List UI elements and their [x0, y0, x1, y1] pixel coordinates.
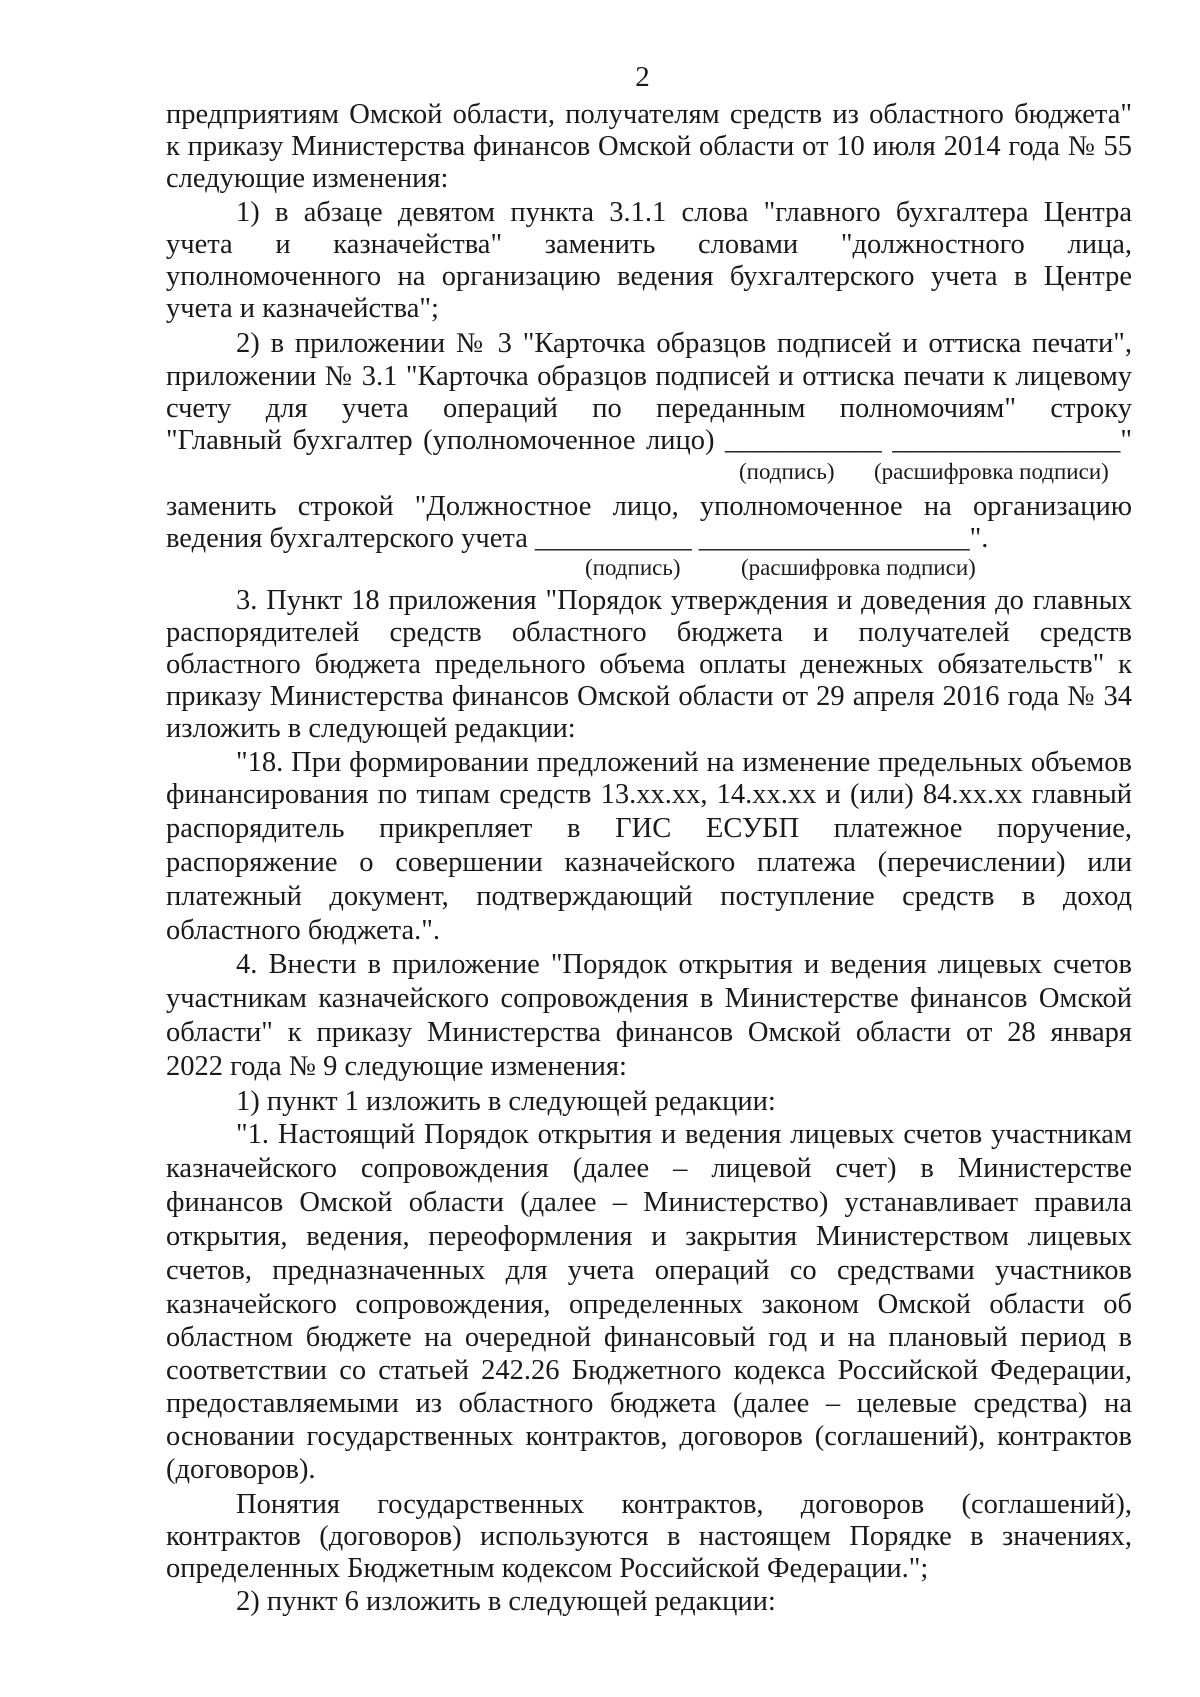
text-line: 1) в абзаце девятом пункта 3.1.1 слова "главного бухгалтера Центра: [236, 197, 1132, 228]
text-line: изложить в следующей редакции:: [166, 713, 576, 744]
text-line: казначейского сопровождения (далее – лицевой счет) в Министерстве: [166, 1153, 1132, 1184]
text-line: к приказу Министерства финансов Омской области от 10 июля 2014 года № 55: [166, 131, 1132, 162]
text-line: участникам казначейского сопровождения в Министерстве финансов Омской: [166, 983, 1132, 1014]
text-line: уполномоченного на организацию ведения бухгалтерского учета в Центре: [166, 261, 1132, 292]
text-line: ведения бухгалтерского учета ___________ ___________________".: [166, 523, 989, 554]
signature-decoding-caption: (расшифровка подписи): [874, 459, 1109, 484]
text-line: учета и казначейства" заменить словами "должностного лица,: [166, 229, 1132, 260]
text-line: предприятиям Омской области, получателям средств из областного бюджета": [166, 99, 1132, 130]
text-line: "1. Настоящий Порядок открытия и ведения лицевых счетов участникам: [236, 1119, 1132, 1150]
text-line: 2) в приложении № 3 "Карточка образцов подписей и оттиска печати",: [236, 328, 1132, 359]
text-line: областном бюджете на очередной финансовый год и на плановый период в: [166, 1322, 1132, 1353]
text-line: распорядителей средств областного бюджета и получателей средств: [166, 617, 1132, 648]
text-line: основании государственных контрактов, договоров (соглашений), контрактов: [166, 1421, 1132, 1452]
text-line: "Главный бухгалтер (уполномоченное лицо) ___________ ________________": [166, 425, 1132, 456]
text-line: казначейского сопровождения, определенных законом Омской области об: [166, 1289, 1132, 1320]
text-line: приказу Министерства финансов Омской области от 29 апреля 2016 года № 34: [166, 681, 1132, 712]
page-number: 2: [635, 61, 650, 93]
text-line: 3. Пункт 18 приложения "Порядок утверждения и доведения до главных: [236, 585, 1132, 616]
text-line: предоставляемыми из областного бюджета (далее – целевые средства) на: [166, 1388, 1132, 1419]
text-line: приложении № 3.1 "Карточка образцов подписей и оттиска печати к лицевому: [166, 361, 1132, 392]
text-line: 4. Внести в приложение "Порядок открытия и ведения лицевых счетов: [236, 949, 1132, 980]
text-line: учета и казначейства";: [166, 293, 439, 324]
text-line: определенных Бюджетным кодексом Российской Федерации.";: [166, 1553, 929, 1584]
text-line: областного бюджета предельного объема оплаты денежных обязательств" к: [166, 649, 1132, 680]
text-line: счету для учета операций по переданным полномочиям" строку: [166, 393, 1132, 424]
text-line: области" к приказу Министерства финансов Омской области от 28 января: [166, 1017, 1132, 1048]
text-line: соответствии со статьей 242.26 Бюджетного кодекса Российской Федерации,: [166, 1355, 1132, 1386]
text-line: "18. При формировании предложений на изменение предельных объемов: [236, 747, 1132, 778]
text-line: финансирования по типам средств 13.xx.xx, 14.xx.xx и (или) 84.xx.xx главный: [166, 779, 1132, 810]
text-line: следующие изменения:: [166, 163, 449, 194]
text-line: контрактов (договоров) используются в настоящем Порядке в значениях,: [166, 1521, 1132, 1552]
text-line: 2) пункт 6 изложить в следующей редакции:: [236, 1586, 776, 1617]
text-line: распорядитель прикрепляет в ГИС ЕСУБП платежное поручение,: [166, 813, 1132, 844]
signature-caption: (подпись): [739, 459, 835, 484]
text-line: (договоров).: [166, 1454, 316, 1485]
text-line: заменить строкой "Должностное лицо, уполномоченное на организацию: [166, 491, 1132, 522]
text-line: платежный документ, подтверждающий поступление средств в доход: [166, 881, 1132, 912]
text-line: 1) пункт 1 изложить в следующей редакции:: [236, 1086, 776, 1117]
text-line: областного бюджета.".: [166, 915, 441, 946]
text-line: счетов, предназначенных для учета операций со средствами участников: [166, 1255, 1132, 1286]
signature-caption: (подпись): [585, 555, 681, 580]
text-line: распоряжение о совершении казначейского платежа (перечислении) или: [166, 847, 1132, 878]
text-line: 2022 года № 9 следующие изменения:: [166, 1051, 627, 1082]
text-line: открытия, ведения, переоформления и закрытия Министерством лицевых: [166, 1221, 1132, 1252]
text-line: Понятия государственных контрактов, договоров (соглашений),: [236, 1489, 1132, 1520]
text-line: финансов Омской области (далее – Министерство) устанавливает правила: [166, 1187, 1132, 1218]
signature-decoding-caption: (расшифровка подписи): [741, 555, 976, 580]
